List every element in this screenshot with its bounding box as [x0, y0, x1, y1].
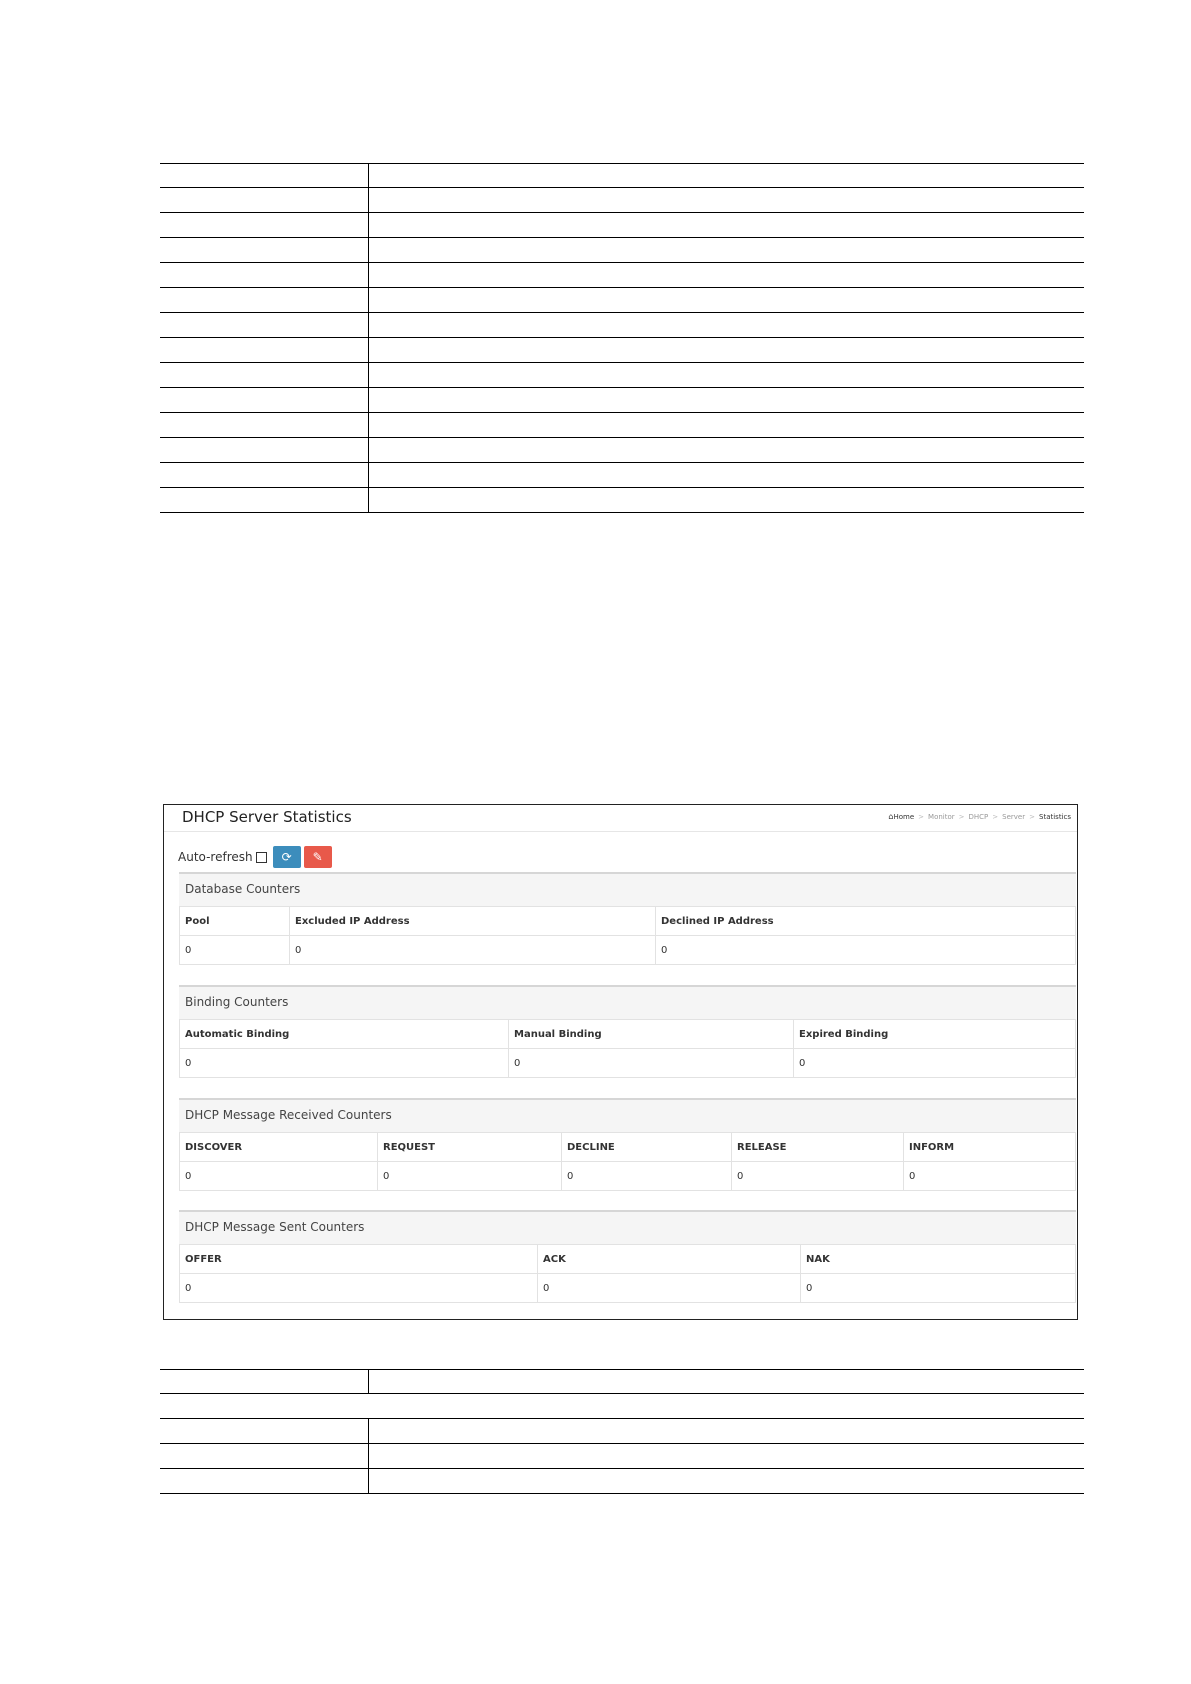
table-row [160, 1369, 1084, 1394]
table-cell: 0 [562, 1162, 732, 1191]
database-counters-section [179, 872, 1076, 965]
column-header: Excluded IP Address [290, 907, 656, 936]
column-header: Expired Binding [794, 1020, 1076, 1049]
column-header: Pool [180, 907, 290, 936]
table-row [160, 1419, 1084, 1444]
column-header: OFFER [180, 1245, 538, 1274]
table-row [180, 936, 1076, 965]
column-header: ACK [538, 1245, 801, 1274]
table-row [160, 338, 1084, 363]
refresh-button[interactable] [273, 846, 301, 868]
table-row [180, 1274, 1076, 1303]
column-header: Declined IP Address [656, 907, 1076, 936]
table-cell: 0 [290, 936, 656, 965]
toolbar [178, 845, 335, 869]
table-row [160, 488, 1084, 513]
clear-button[interactable] [304, 846, 332, 868]
table-cell: 0 [794, 1049, 1076, 1078]
table-header-row [180, 907, 1076, 936]
auto-refresh-checkbox[interactable] [256, 852, 267, 863]
message-sent-counters-section [179, 1210, 1076, 1303]
breadcrumb-home[interactable]: Home [893, 813, 915, 821]
table-cell: 0 [509, 1049, 794, 1078]
table-row [180, 1162, 1076, 1191]
page-title: DHCP Server Statistics [182, 808, 352, 826]
table-row [160, 363, 1084, 388]
table-cell: 0 [180, 1162, 378, 1191]
panel-header [164, 805, 1077, 832]
dhcp-server-statistics-panel [163, 804, 1078, 1320]
table-row [160, 388, 1084, 413]
table-cell: 0 [904, 1162, 1076, 1191]
table-header-row [180, 1133, 1076, 1162]
table-header-row [180, 1245, 1076, 1274]
section-title: Database Counters [179, 872, 1076, 906]
refresh-icon: ⟳ [281, 850, 292, 864]
document-table-bottom [160, 1369, 1084, 1494]
column-header: RELEASE [732, 1133, 904, 1162]
table-row [160, 463, 1084, 488]
table-cell: 0 [732, 1162, 904, 1191]
message-received-counters-section [179, 1098, 1076, 1191]
table-row [160, 413, 1084, 438]
table-cell: 0 [538, 1274, 801, 1303]
home-icon[interactable]: ⌂ [888, 812, 894, 821]
table-row [160, 1444, 1084, 1469]
column-header: NAK [801, 1245, 1076, 1274]
table-row [160, 1469, 1084, 1494]
column-header: DISCOVER [180, 1133, 378, 1162]
table-cell: 0 [656, 936, 1076, 965]
table-row [160, 438, 1084, 463]
breadcrumb: ⌂Home > Monitor > DHCP > Server > Statistics [888, 812, 1071, 821]
database-counters-table [179, 906, 1076, 965]
auto-refresh-label: Auto-refresh [178, 850, 253, 864]
breadcrumb-server[interactable]: Server [1002, 813, 1026, 821]
column-header: Automatic Binding [180, 1020, 509, 1049]
table-row [160, 213, 1084, 238]
table-cell: 0 [180, 936, 290, 965]
section-title: Binding Counters [179, 985, 1076, 1019]
message-sent-counters-table [179, 1244, 1076, 1303]
binding-counters-table [179, 1019, 1076, 1078]
column-header: REQUEST [378, 1133, 562, 1162]
breadcrumb-monitor[interactable]: Monitor [928, 813, 955, 821]
breadcrumb-statistics: Statistics [1039, 813, 1071, 821]
binding-counters-section [179, 985, 1076, 1078]
section-title: DHCP Message Sent Counters [179, 1210, 1076, 1244]
table-row [160, 288, 1084, 313]
column-header: INFORM [904, 1133, 1076, 1162]
table-cell: 0 [378, 1162, 562, 1191]
table-cell: 0 [180, 1274, 538, 1303]
table-header-row [180, 1020, 1076, 1049]
table-cell: 0 [180, 1049, 509, 1078]
eraser-icon: ✎ [312, 850, 323, 864]
message-received-counters-table [179, 1132, 1076, 1191]
table-row [160, 1394, 1084, 1419]
breadcrumb-dhcp[interactable]: DHCP [968, 813, 989, 821]
column-header: Manual Binding [509, 1020, 794, 1049]
section-title: DHCP Message Received Counters [179, 1098, 1076, 1132]
table-cell: 0 [801, 1274, 1076, 1303]
table-row [180, 1049, 1076, 1078]
document-table-top [160, 163, 1084, 513]
table-row [160, 313, 1084, 338]
table-row [160, 163, 1084, 188]
column-header: DECLINE [562, 1133, 732, 1162]
table-row [160, 238, 1084, 263]
table-row [160, 188, 1084, 213]
table-row [160, 263, 1084, 288]
